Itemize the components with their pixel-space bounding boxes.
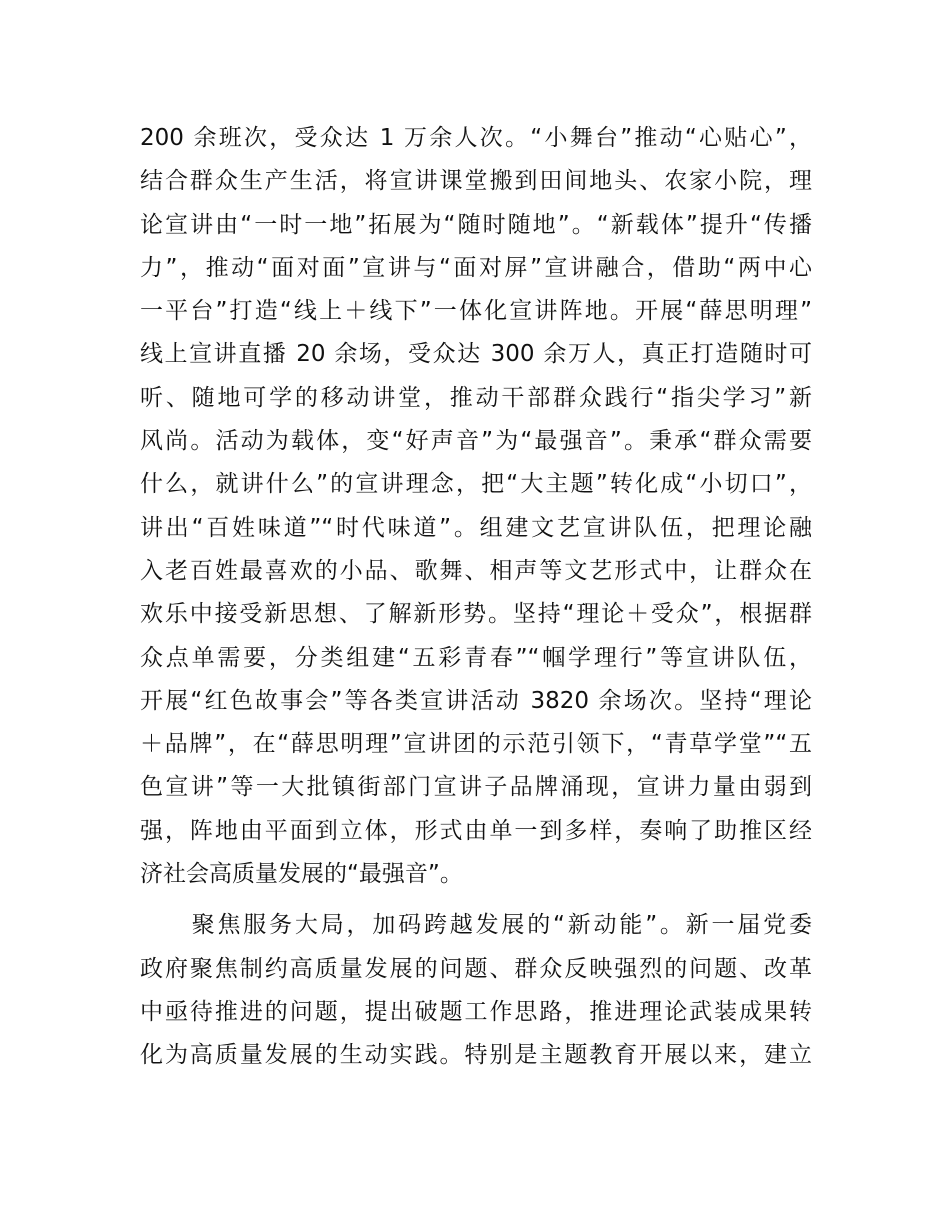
text-line: 入老百姓最喜欢的小品、歌舞、相声等文艺形式中，让群众在 — [140, 557, 812, 584]
text-line: 一平台”打造“线上＋线下”一体化宣讲阵地。开展“薛思明理” — [140, 298, 812, 325]
text-line: 化为高质量发展的生动实践。特别是主题教育开展以来，建立 — [140, 1042, 812, 1069]
body-text — [140, 117, 812, 1078]
text-line: 众点单需要，分类组建“五彩青春”“帼学理行”等宣讲队伍， — [140, 644, 812, 671]
text-line: 风尚。活动为载体，变“好声音”为“最强音”。秉承“群众需要 — [140, 428, 812, 455]
text-line: 讲出“百姓味道”“时代味道”。组建文艺宣讲队伍，把理论融 — [140, 514, 812, 541]
text-line: 强，阵地由平面到立体，形式由单一到多样，奏响了助推区经 — [140, 817, 812, 844]
text-line: 线上宣讲直播 20 余场，受众达 300 余万人，真正打造随时可 — [140, 341, 812, 368]
text-line: 听、随地可学的移动讲堂，推动干部群众践行“指尖学习”新 — [140, 384, 812, 411]
text-line: 欢乐中接受新思想、了解新形势。坚持“理论＋受众”，根据群 — [140, 601, 812, 628]
text-line: 开展“红色故事会”等各类宣讲活动 3820 余场次。坚持“理论 — [140, 687, 812, 714]
text-line: 什么，就讲什么”的宣讲理念，把“大主题”转化成“小切口”， — [140, 471, 812, 498]
text-line: ＋品牌”，在“薛思明理”宣讲团的示范引领下，“青草学堂”“五 — [140, 731, 812, 758]
text-line: 色宣讲”等一大批镇街部门宣讲子品牌涌现，宣讲力量由弱到 — [140, 774, 812, 801]
text-line: 论宣讲由“一时一地”拓展为“随时随地”。“新载体”提升“传播 — [140, 211, 812, 238]
text-line: 政府聚焦制约高质量发展的问题、群众反映强烈的问题、改革 — [140, 955, 812, 982]
text-line: 力”，推动“面对面”宣讲与“面对屏”宣讲融合，借助“两中心 — [140, 254, 812, 281]
text-line: 200 余班次，受众达 1 万余人次。“小舞台”推动“心贴心”， — [140, 125, 812, 151]
paragraph-2 — [140, 904, 812, 1077]
text-line: 济社会高质量发展的“最强音”。 — [140, 861, 463, 888]
paragraph-gap — [140, 896, 812, 904]
text-line: 结合群众生产生活，将宣讲课堂搬到田间地头、农家小院，理 — [140, 168, 812, 195]
text-line: 中亟待推进的问题，提出破题工作思路，推进理论武装成果转 — [140, 998, 812, 1025]
text-line: 聚焦服务大局，加码跨越发展的“新动能”。新一届党委 — [140, 912, 812, 939]
paragraph-1 — [140, 117, 812, 896]
